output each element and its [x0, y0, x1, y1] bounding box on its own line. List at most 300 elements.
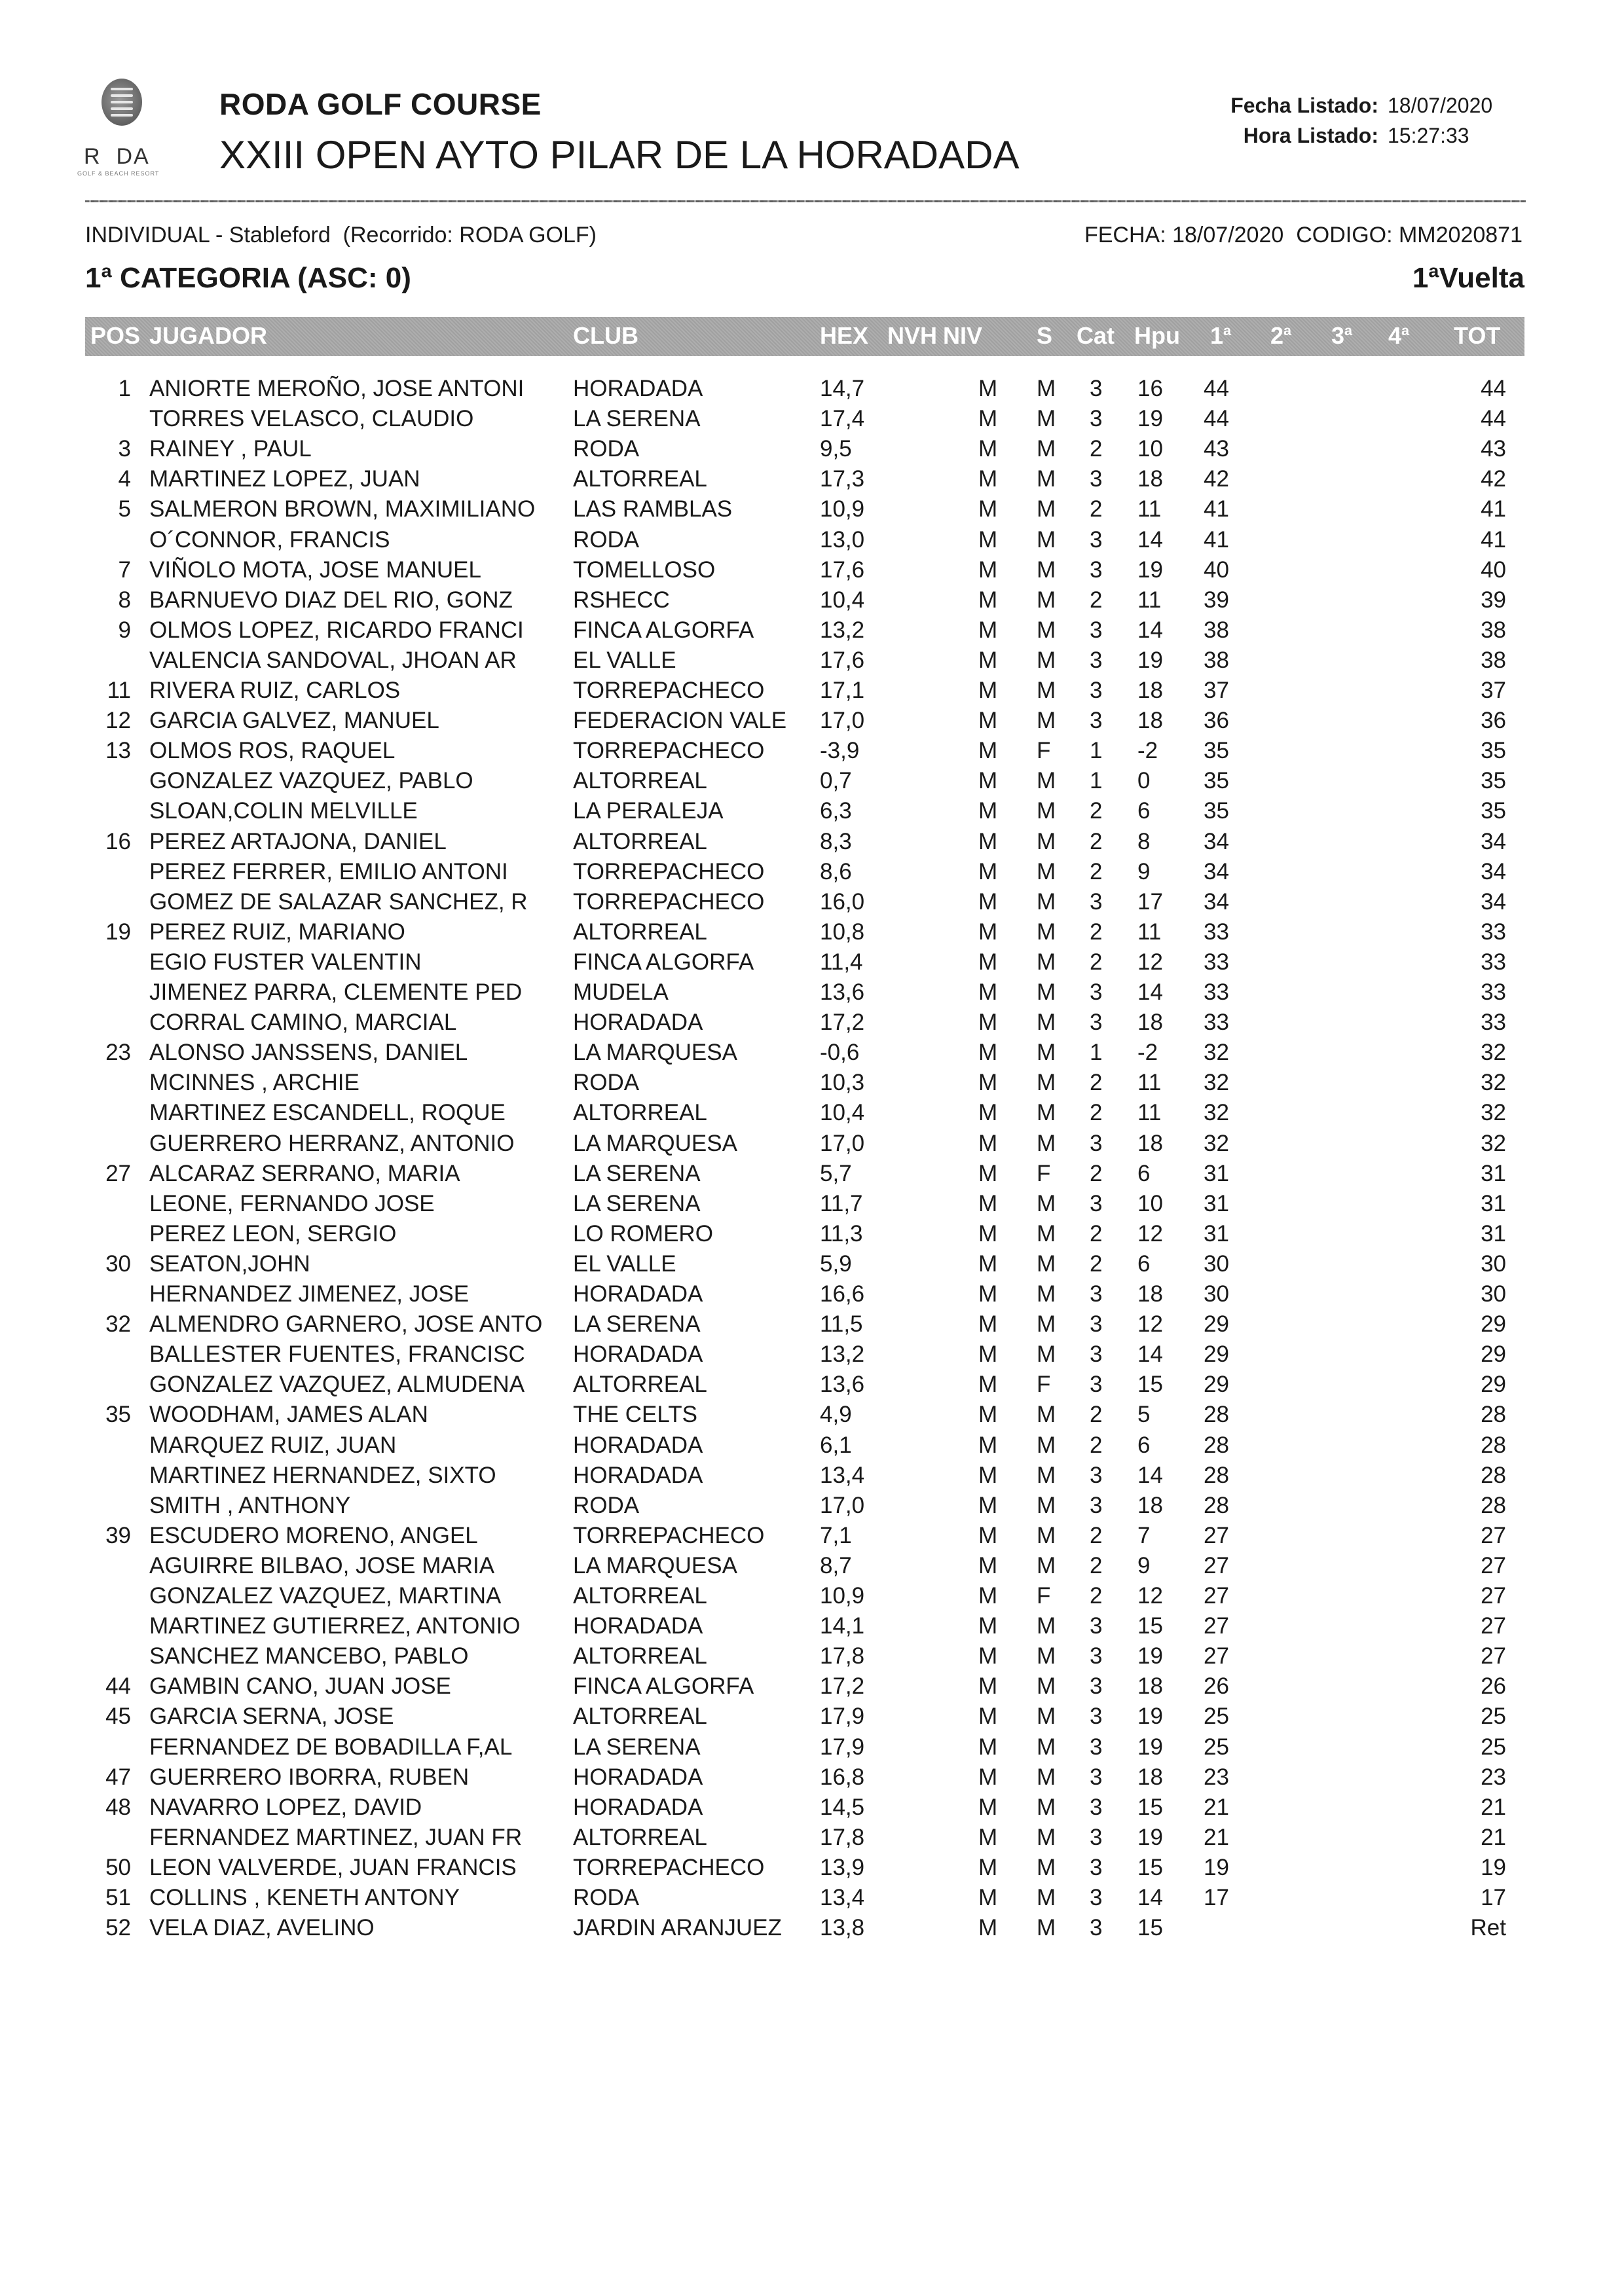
club-cell: ALTORREAL: [573, 1824, 707, 1850]
playing-handicap-cell: 16: [1137, 376, 1163, 401]
category-cell: 3: [1090, 1734, 1103, 1760]
sex-cell: M: [1037, 1070, 1056, 1096]
club-cell: HORADADA: [573, 1613, 703, 1639]
hex-handicap-cell: 16,8: [820, 1764, 865, 1790]
player-name-cell: SALMERON BROWN, MAXIMILIANO: [149, 496, 536, 522]
category-cell: 3: [1090, 406, 1103, 432]
sex-cell: M: [1037, 1040, 1056, 1066]
level-cell: M: [978, 1372, 998, 1398]
playing-handicap-cell: -2: [1137, 738, 1158, 764]
category-cell: 2: [1090, 496, 1103, 522]
category-cell: 2: [1090, 1522, 1103, 1548]
table-row: [0, 1795, 1624, 1825]
round-1-score-cell: 29: [1204, 1341, 1229, 1368]
level-cell: M: [978, 888, 998, 915]
level-cell: M: [978, 919, 998, 945]
level-cell: M: [978, 1522, 998, 1548]
hex-handicap-cell: 10,8: [820, 919, 865, 945]
total-score-cell: 28: [1481, 1492, 1506, 1518]
hex-handicap-cell: 9,5: [820, 436, 852, 462]
round-1-score-cell: 29: [1204, 1372, 1229, 1398]
player-name-cell: NAVARRO LOPEZ, DAVID: [149, 1794, 422, 1820]
round-1-score-cell: 27: [1204, 1613, 1229, 1639]
club-cell: FINCA ALGORFA: [573, 949, 754, 975]
playing-handicap-cell: 0: [1137, 768, 1151, 794]
category-cell: 3: [1090, 708, 1103, 734]
playing-handicap-cell: 10: [1137, 1190, 1163, 1216]
playing-handicap-cell: 18: [1137, 1130, 1163, 1156]
category-cell: 3: [1090, 1010, 1103, 1036]
table-row: [0, 1311, 1624, 1341]
category-cell: 3: [1090, 1764, 1103, 1790]
club-cell: FINCA ALGORFA: [573, 617, 754, 643]
hex-handicap-cell: 5,9: [820, 1250, 852, 1277]
hex-handicap-cell: 17,0: [820, 1130, 865, 1156]
playing-handicap-cell: 18: [1137, 1764, 1163, 1790]
player-name-cell: EGIO FUSTER VALENTIN: [149, 949, 422, 975]
category-cell: 3: [1090, 979, 1103, 1005]
playing-handicap-cell: 6: [1137, 1160, 1151, 1186]
player-name-cell: RAINEY , PAUL: [149, 436, 312, 462]
total-score-cell: 30: [1481, 1281, 1506, 1307]
club-cell: LA MARQUESA: [573, 1552, 737, 1578]
level-cell: M: [978, 1673, 998, 1700]
level-cell: M: [978, 1643, 998, 1669]
player-name-cell: GONZALEZ VAZQUEZ, ALMUDENA: [149, 1372, 525, 1398]
playing-handicap-cell: 12: [1137, 949, 1163, 975]
level-cell: M: [978, 1704, 998, 1730]
player-name-cell: SANCHEZ MANCEBO, PABLO: [149, 1643, 469, 1669]
col-cat: Cat: [1077, 322, 1115, 349]
col-niv: NIV: [943, 322, 983, 349]
table-row: [0, 557, 1624, 587]
player-name-cell: SMITH , ANTHONY: [149, 1492, 351, 1518]
hex-handicap-cell: 17,0: [820, 1492, 865, 1518]
club-cell: JARDIN ARANJUEZ: [573, 1915, 782, 1941]
round-1-score-cell: 35: [1204, 798, 1229, 824]
club-cell: ALTORREAL: [573, 828, 707, 854]
club-cell: RODA: [573, 526, 640, 553]
level-cell: M: [978, 617, 998, 643]
sex-cell: M: [1037, 1250, 1056, 1277]
club-cell: ALTORREAL: [573, 1100, 707, 1126]
category-cell: 1: [1090, 738, 1103, 764]
player-name-cell: MARQUEZ RUIZ, JUAN: [149, 1432, 397, 1458]
position-cell: 47: [105, 1764, 131, 1790]
playing-handicap-cell: 14: [1137, 526, 1163, 553]
hex-handicap-cell: 6,1: [820, 1432, 852, 1458]
playing-handicap-cell: 18: [1137, 1492, 1163, 1518]
sex-cell: M: [1037, 708, 1056, 734]
player-name-cell: GOMEZ DE SALAZAR SANCHEZ, R: [149, 888, 528, 915]
round-1-score-cell: 27: [1204, 1522, 1229, 1548]
total-score-cell: 34: [1481, 888, 1506, 915]
playing-handicap-cell: 10: [1137, 436, 1163, 462]
playing-handicap-cell: 19: [1137, 1824, 1163, 1850]
hex-handicap-cell: -3,9: [820, 738, 860, 764]
total-score-cell: 41: [1481, 496, 1506, 522]
hex-handicap-cell: 17,2: [820, 1010, 865, 1036]
round-1-score-cell: 17: [1204, 1885, 1229, 1910]
player-name-cell: GARCIA SERNA, JOSE: [149, 1704, 394, 1730]
level-cell: M: [978, 768, 998, 794]
category-cell: 2: [1090, 1250, 1103, 1277]
playing-handicap-cell: 18: [1137, 1281, 1163, 1307]
hex-handicap-cell: 5,7: [820, 1160, 852, 1186]
round-1-score-cell: 33: [1204, 979, 1229, 1005]
club-cell: HORADADA: [573, 1462, 703, 1488]
position-cell: 30: [105, 1250, 131, 1277]
position-cell: 23: [105, 1040, 131, 1066]
sex-cell: M: [1037, 1432, 1056, 1458]
category-cell: 3: [1090, 526, 1103, 553]
sex-cell: M: [1037, 1915, 1056, 1941]
hex-handicap-cell: 14,7: [820, 376, 865, 401]
hex-handicap-cell: 7,1: [820, 1522, 852, 1548]
hex-handicap-cell: 17,9: [820, 1704, 865, 1730]
table-row: [0, 1855, 1624, 1885]
round-1-score-cell: 37: [1204, 678, 1229, 703]
player-name-cell: BARNUEVO DIAZ DEL RIO, GONZ: [149, 587, 513, 613]
sex-cell: M: [1037, 678, 1056, 703]
table-row: [0, 1402, 1624, 1432]
table-row: [0, 436, 1624, 466]
position-cell: 35: [105, 1402, 131, 1428]
level-cell: M: [978, 1070, 998, 1096]
total-score-cell: 39: [1481, 587, 1506, 613]
total-score-cell: 31: [1481, 1160, 1506, 1186]
category-cell: 3: [1090, 1854, 1103, 1880]
playing-handicap-cell: 14: [1137, 979, 1163, 1005]
playing-handicap-cell: 7: [1137, 1522, 1151, 1548]
level-cell: M: [978, 376, 998, 401]
total-score-cell: 32: [1481, 1070, 1506, 1096]
player-name-cell: BALLESTER FUENTES, FRANCISC: [149, 1341, 525, 1368]
total-score-cell: 25: [1481, 1734, 1506, 1760]
club-cell: TORREPACHECO: [573, 888, 765, 915]
sex-cell: M: [1037, 1190, 1056, 1216]
total-score-cell: 27: [1481, 1522, 1506, 1548]
competition-date: 18/07/2020: [1172, 223, 1284, 247]
total-score-cell: 34: [1481, 858, 1506, 884]
club-name: RODA GOLF COURSE: [219, 87, 542, 121]
table-row: [0, 617, 1624, 647]
category-cell: 3: [1090, 678, 1103, 703]
hex-handicap-cell: 17,0: [820, 708, 865, 734]
round-label: 1ªVuelta: [1412, 262, 1524, 294]
sex-cell: M: [1037, 647, 1056, 673]
sex-cell: M: [1037, 376, 1056, 401]
sex-cell: M: [1037, 1462, 1056, 1488]
club-cell: FEDERACION VALE: [573, 708, 787, 734]
playing-handicap-cell: 5: [1137, 1402, 1151, 1428]
level-cell: M: [978, 738, 998, 764]
club-cell: THE CELTS: [573, 1402, 697, 1428]
level-cell: M: [978, 1220, 998, 1247]
listing-date-label: Fecha Listado:: [1230, 94, 1378, 117]
hex-handicap-cell: 13,8: [820, 1915, 865, 1941]
round-1-score-cell: 34: [1204, 828, 1229, 854]
round-1-score-cell: 31: [1204, 1190, 1229, 1216]
hex-handicap-cell: 11,7: [820, 1190, 863, 1216]
playing-handicap-cell: 18: [1137, 1673, 1163, 1700]
table-row: [0, 1010, 1624, 1040]
club-cell: TORREPACHECO: [573, 858, 765, 884]
position-cell: 50: [105, 1854, 131, 1880]
col-round-3: [1331, 322, 1352, 350]
club-cell: HORADADA: [573, 1341, 703, 1368]
level-cell: M: [978, 1734, 998, 1760]
hex-handicap-cell: 13,9: [820, 1854, 865, 1880]
player-name-cell: JIMENEZ PARRA, CLEMENTE PED: [149, 979, 523, 1005]
playing-handicap-cell: 19: [1137, 647, 1163, 673]
category-cell: 3: [1090, 1885, 1103, 1910]
total-score-cell: 33: [1481, 979, 1506, 1005]
total-score-cell: 27: [1481, 1583, 1506, 1609]
level-cell: M: [978, 466, 998, 492]
position-cell: 11: [107, 678, 131, 703]
club-cell: ALTORREAL: [573, 768, 707, 794]
club-cell: RODA: [573, 1492, 640, 1518]
playing-handicap-cell: 12: [1137, 1311, 1163, 1338]
position-cell: 7: [118, 556, 131, 583]
table-row: [0, 1251, 1624, 1281]
player-name-cell: OLMOS LOPEZ, RICARDO FRANCI: [149, 617, 524, 643]
player-name-cell: MARTINEZ ESCANDELL, ROQUE: [149, 1100, 506, 1126]
listing-date: 18/07/2020: [1388, 94, 1493, 117]
level-cell: M: [978, 1040, 998, 1066]
round-1-score-cell: 39: [1204, 587, 1229, 613]
sex-cell: F: [1037, 1372, 1051, 1398]
logo-wordmark: R DA: [84, 144, 150, 169]
table-row: [0, 1493, 1624, 1523]
sex-cell: M: [1037, 1824, 1056, 1850]
total-score-cell: 33: [1481, 949, 1506, 975]
position-cell: 3: [118, 436, 131, 462]
position-cell: 44: [105, 1673, 131, 1700]
club-cell: TORREPACHECO: [573, 1522, 765, 1548]
player-name-cell: SLOAN,COLIN MELVILLE: [149, 798, 418, 824]
playing-handicap-cell: 17: [1137, 888, 1163, 915]
level-cell: M: [978, 1854, 998, 1880]
hex-handicap-cell: 14,1: [820, 1613, 865, 1639]
player-name-cell: LEONE, FERNANDO JOSE: [149, 1190, 435, 1216]
sex-cell: M: [1037, 1704, 1056, 1730]
col-s: S: [1037, 322, 1053, 349]
playing-handicap-cell: 14: [1137, 1885, 1163, 1910]
golf-ball-icon: [101, 79, 142, 126]
total-score-cell: 26: [1481, 1673, 1506, 1700]
club-cell: ALTORREAL: [573, 466, 707, 492]
hex-handicap-cell: 13,4: [820, 1462, 865, 1488]
playing-handicap-cell: 11: [1137, 1070, 1162, 1096]
playing-handicap-cell: 8: [1137, 828, 1151, 854]
total-score-cell: 33: [1481, 1010, 1506, 1036]
level-cell: M: [978, 496, 998, 522]
category-cell: 3: [1090, 466, 1103, 492]
playing-handicap-cell: 18: [1137, 678, 1163, 703]
player-name-cell: MARTINEZ HERNANDEZ, SIXTO: [149, 1462, 496, 1488]
col-nvh: NVH: [887, 322, 938, 349]
hex-handicap-cell: 8,3: [820, 828, 852, 854]
total-score-cell: 32: [1481, 1040, 1506, 1066]
ordinal-mark: a: [1344, 322, 1353, 338]
course-text: (Recorrido: RODA GOLF): [342, 223, 597, 247]
sex-cell: M: [1037, 1281, 1056, 1307]
hex-handicap-cell: 17,8: [820, 1643, 865, 1669]
sex-cell: M: [1037, 1643, 1056, 1669]
round-1-score-cell: 30: [1204, 1250, 1229, 1277]
hex-handicap-cell: 11,5: [820, 1311, 863, 1338]
table-header: [85, 317, 1524, 356]
table-row: [0, 1523, 1624, 1553]
category-cell: 1: [1090, 768, 1103, 794]
level-cell: M: [978, 708, 998, 734]
round-1-score-cell: 32: [1204, 1070, 1229, 1096]
sex-cell: M: [1037, 1552, 1056, 1578]
position-cell: 5: [118, 496, 131, 522]
hex-handicap-cell: 10,9: [820, 496, 865, 522]
total-score-cell: 25: [1481, 1704, 1506, 1730]
sex-cell: F: [1037, 738, 1051, 764]
table-row: [0, 1643, 1624, 1673]
level-cell: M: [978, 1130, 998, 1156]
category-cell: 3: [1090, 1190, 1103, 1216]
total-score-cell: 29: [1481, 1311, 1506, 1338]
table-row: [0, 979, 1624, 1010]
sex-cell: M: [1037, 1220, 1056, 1247]
hex-handicap-cell: 17,8: [820, 1824, 865, 1850]
player-name-cell: VALENCIA SANDOVAL, JHOAN AR: [149, 647, 517, 673]
total-score-cell: 28: [1481, 1402, 1506, 1428]
level-cell: M: [978, 1462, 998, 1488]
total-score-cell: 42: [1481, 466, 1506, 492]
player-name-cell: PEREZ ARTAJONA, DANIEL: [149, 828, 447, 854]
table-row: [0, 1070, 1624, 1100]
level-cell: M: [978, 1190, 998, 1216]
category-cell: 2: [1090, 1100, 1103, 1126]
round-1-score-cell: 32: [1204, 1100, 1229, 1126]
col-round-1-num: 1: [1210, 322, 1224, 349]
hex-handicap-cell: 17,3: [820, 466, 865, 492]
sex-cell: M: [1037, 556, 1056, 583]
level-cell: M: [978, 1764, 998, 1790]
player-name-cell: O´CONNOR, FRANCIS: [149, 526, 390, 553]
position-cell: 16: [105, 828, 131, 854]
category-cell: 3: [1090, 1492, 1103, 1518]
sex-cell: M: [1037, 1673, 1056, 1700]
date-label: FECHA:: [1084, 223, 1166, 247]
category-cell: 2: [1090, 828, 1103, 854]
playing-handicap-cell: 12: [1137, 1583, 1163, 1609]
sex-cell: M: [1037, 1311, 1056, 1338]
hex-handicap-cell: 17,1: [820, 678, 865, 703]
level-cell: M: [978, 587, 998, 613]
category-title: 1ª CATEGORIA (ASC: 0): [85, 262, 411, 294]
table-row: [0, 376, 1624, 406]
category-cell: 3: [1090, 888, 1103, 915]
hex-handicap-cell: 0,7: [820, 768, 852, 794]
table-row: [0, 1583, 1624, 1613]
round-1-score-cell: 41: [1204, 526, 1229, 553]
round-1-score-cell: 27: [1204, 1583, 1229, 1609]
category-cell: 3: [1090, 1130, 1103, 1156]
table-row: [0, 708, 1624, 738]
club-cell: LA SERENA: [573, 1160, 701, 1186]
sex-cell: M: [1037, 436, 1056, 462]
round-1-score-cell: 19: [1204, 1854, 1229, 1880]
table-row: [0, 768, 1624, 798]
table-row: [0, 1764, 1624, 1795]
playing-handicap-cell: 11: [1137, 1100, 1162, 1126]
total-score-cell: 29: [1481, 1341, 1506, 1368]
table-row: [0, 1704, 1624, 1734]
category-cell: 3: [1090, 1643, 1103, 1669]
playing-handicap-cell: 15: [1137, 1613, 1163, 1639]
player-name-cell: FERNANDEZ MARTINEZ, JUAN FR: [149, 1824, 523, 1850]
sex-cell: M: [1037, 617, 1056, 643]
table-row: [0, 1161, 1624, 1191]
col-total: TOT: [1454, 322, 1501, 349]
hex-handicap-cell: 6,3: [820, 798, 852, 824]
category-cell: 3: [1090, 647, 1103, 673]
table-row: [0, 527, 1624, 557]
player-name-cell: GONZALEZ VAZQUEZ, MARTINA: [149, 1583, 502, 1609]
hex-handicap-cell: 11,3: [820, 1220, 863, 1247]
level-cell: M: [978, 1552, 998, 1578]
sex-cell: M: [1037, 1794, 1056, 1820]
roda-logo: [77, 79, 195, 177]
total-score-cell: 40: [1481, 556, 1506, 583]
player-name-cell: GARCIA GALVEZ, MANUEL: [149, 708, 439, 734]
round-1-score-cell: 25: [1204, 1734, 1229, 1760]
position-cell: 4: [118, 466, 131, 492]
club-cell: FINCA ALGORFA: [573, 1673, 754, 1700]
player-name-cell: AGUIRRE BILBAO, JOSE MARIA: [149, 1552, 495, 1578]
col-hex: HEX: [820, 322, 869, 349]
sex-cell: M: [1037, 979, 1056, 1005]
category-cell: 2: [1090, 1552, 1103, 1578]
level-cell: M: [978, 1402, 998, 1428]
total-score-cell: 27: [1481, 1613, 1506, 1639]
sex-cell: M: [1037, 798, 1056, 824]
player-name-cell: ALMENDRO GARNERO, JOSE ANTO: [149, 1311, 543, 1338]
club-cell: LA MARQUESA: [573, 1040, 737, 1066]
sex-cell: M: [1037, 466, 1056, 492]
round-1-score-cell: 35: [1204, 768, 1229, 794]
club-cell: ALTORREAL: [573, 1372, 707, 1398]
club-cell: HORADADA: [573, 1432, 703, 1458]
player-name-cell: OLMOS ROS, RAQUEL: [149, 738, 396, 764]
position-cell: 51: [105, 1885, 131, 1910]
code-label: CODIGO:: [1296, 223, 1393, 247]
player-name-cell: GUERRERO IBORRA, RUBEN: [149, 1764, 470, 1790]
player-name-cell: ALONSO JANSSENS, DANIEL: [149, 1040, 468, 1066]
total-score-cell: 29: [1481, 1372, 1506, 1398]
table-row: [0, 647, 1624, 678]
level-cell: M: [978, 798, 998, 824]
round-1-score-cell: 41: [1204, 496, 1229, 522]
player-name-cell: VELA DIAZ, AVELINO: [149, 1915, 375, 1941]
player-name-cell: ESCUDERO MORENO, ANGEL: [149, 1522, 478, 1548]
round-1-score-cell: 28: [1204, 1462, 1229, 1488]
round-1-score-cell: 28: [1204, 1402, 1229, 1428]
sex-cell: M: [1037, 1734, 1056, 1760]
table-row: [0, 587, 1624, 617]
player-name-cell: COLLINS , KENETH ANTONY: [149, 1885, 460, 1910]
total-score-cell: 33: [1481, 919, 1506, 945]
total-score-cell: 27: [1481, 1643, 1506, 1669]
